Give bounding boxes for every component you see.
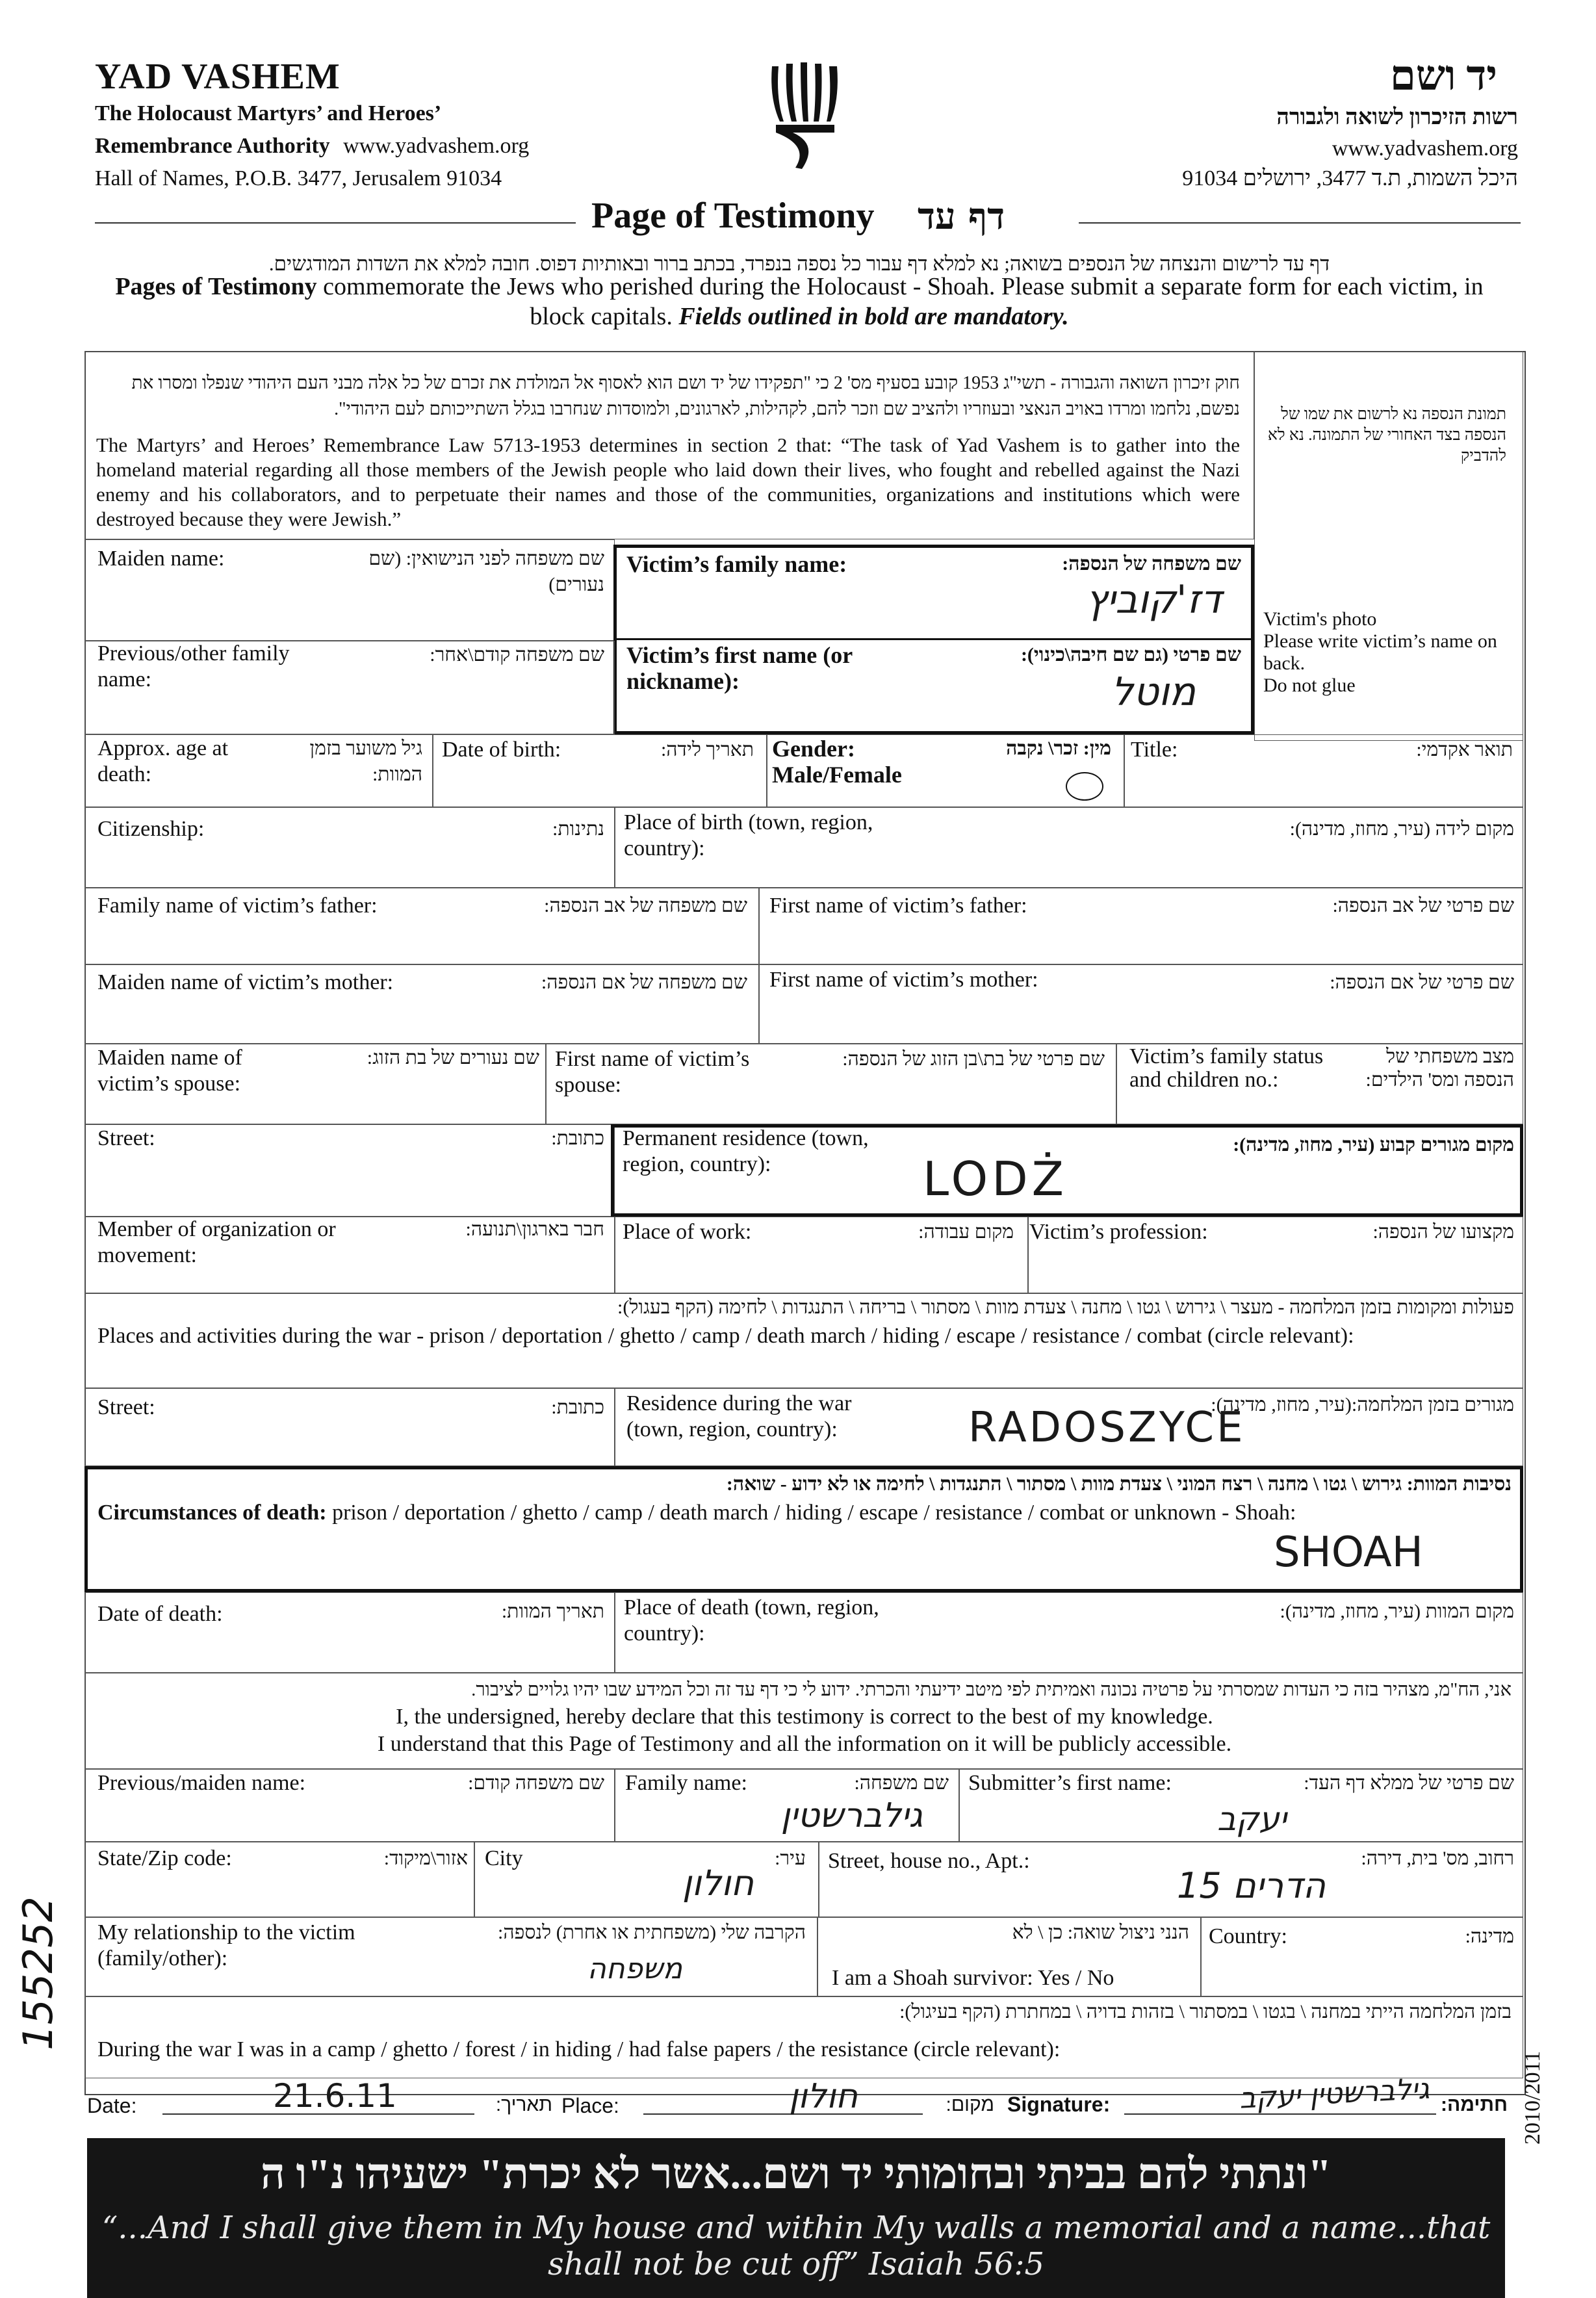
birthplace-label-he: מקום לידה (עיר, מחוז, מדינה): [1289, 818, 1514, 840]
date-value[interactable]: 21.6.11 [273, 2077, 397, 2115]
place-of-death-label-he: מקום המוות (עיר, מחוז, מדינה): [1280, 1601, 1514, 1622]
previous-name-label: Previous/other family name: [97, 641, 290, 691]
mother-first-name-label-he: שם פרטי של אם הנספה: [1330, 972, 1514, 993]
street-label: Street: [97, 1126, 155, 1150]
spouse-maiden-name-label: Maiden name of victim’s spouse: [97, 1046, 242, 1096]
submitter-prev-name-label-he: שם משפחה קודם: [468, 1772, 604, 1794]
gender-circle-mark [1066, 772, 1103, 801]
submitter-street-label-he: רחוב, מס' בית, דירה: [1361, 1848, 1514, 1869]
family-status-label: Victim’s family status and children no.: [1129, 1044, 1324, 1092]
spouse-maiden-name-label-he: שם נעורים של בת הזוג: [367, 1047, 539, 1068]
victim-family-name-label: Victim’s family name: [626, 551, 847, 577]
intro-text: commemorate the Jews who perished during the Holocaust - Shoah. Please submit a separate form for each victim, in block capitals. [316, 273, 1484, 330]
mother-first-name-label: First name of victim’s mother: [769, 968, 1038, 992]
signature-label: Signature: [1007, 2093, 1111, 2116]
quote-he: "ונתתי להם בביתי ובחומותי יד ושם...אשר לא יכרת" ישעיהו נ"ו ה [260, 2150, 1332, 2198]
victim-first-name-value[interactable]: מוטל [1111, 669, 1196, 715]
zip-label: State/Zip code: [97, 1846, 232, 1870]
war-residence-value[interactable]: RADOSZYCE [968, 1404, 1246, 1452]
citizenship-label: Citizenship: [97, 817, 205, 841]
submitter-first-name-label: Submitter’s first name: [968, 1771, 1172, 1795]
date-label-he: תאריך: [495, 2094, 552, 2115]
page-title: Page of Testimony [591, 196, 875, 236]
permanent-residence-label: Permanent residence (town, region, country): [623, 1126, 869, 1176]
submitter-family-name-label: Family name: [625, 1771, 747, 1795]
age-label-he: גיל משוער בזמן המוות: [309, 738, 422, 785]
org-authority-en: Remembrance Authority [95, 134, 330, 158]
submitter-family-name-label-he: שם משפחה: [854, 1772, 949, 1794]
father-first-name-label: First name of victim’s father: [769, 894, 1027, 918]
war-activities-label-he: פעולות ומקומות בזמן המלחמה - מעצר \ גירוש \ גטו \ מחנה \ צעדת מוות \ מסתור \ בריחה \ התנגדות \ לחימה (הקף בעגול): [617, 1297, 1514, 1318]
title-rule-right [1079, 222, 1521, 224]
organization-label-he: חבר בארגון\תנועה: [465, 1219, 604, 1240]
place-label: Place: [561, 2094, 619, 2117]
victim-name-divider [613, 638, 1254, 640]
country-label: Country: [1209, 1924, 1287, 1948]
org-web-en: www.yadvashem.org [343, 134, 530, 158]
death-circumstances-label [97, 1500, 1514, 1526]
death-circumstances-value[interactable]: SHOAH [1274, 1529, 1423, 1577]
org-line1-en: The Holocaust Martyrs’ and Heroes’ [95, 101, 442, 125]
relationship-label: My relationship to the victim (family/other): [97, 1920, 355, 1970]
date-of-death-label-he: תאריך המוות: [501, 1601, 604, 1622]
victim-family-name-value[interactable]: דז'קוביץ [1085, 577, 1222, 623]
mother-maiden-name-label: Maiden name of victim’s mother: [97, 970, 394, 994]
intro-en [97, 272, 1501, 331]
victim-family-name-label-he: שם משפחה של הנספה: [1062, 553, 1241, 574]
gender-label-he: מין: זכר\ נקבה [1006, 738, 1111, 759]
war-residence-label-he: מגורים בזמן המלחמה:(עיר, מחוז, מדינה): [1211, 1394, 1514, 1415]
place-of-death-label: Place of death (town, region, country): [624, 1595, 879, 1646]
dob-label: Date of birth: [442, 738, 561, 762]
submitter-war-label-he: בזמן המלחמה הייתי במחנה \ בגטו \ במסתור \ בזהות בדויה \ במחתרת (הקף בעיגול): [899, 2001, 1512, 2022]
city-label: City [485, 1846, 523, 1870]
title-rule-left [95, 222, 576, 224]
organization-label: Member of organization or movement: [97, 1217, 336, 1267]
city-value[interactable]: חולון [682, 1863, 754, 1904]
handwritten-number: 155252 [14, 1896, 62, 2050]
declaration-en-1: I, the undersigned, hereby declare that this testimony is correct to the best of my knowledge. [396, 1705, 1213, 1729]
form-year: 2010/2011 [1521, 2050, 1545, 2145]
declaration-en-2: I understand that this Page of Testimony and all the information on it will be publicly accessible. [377, 1732, 1232, 1756]
page-title-he: דף עד [918, 195, 1005, 238]
submitter-street-label: Street, house no., Apt.: [828, 1849, 1030, 1873]
war-street-label: Street: [97, 1395, 155, 1419]
title-label: Title: [1131, 738, 1178, 762]
street-label-he: כתובת: [551, 1128, 604, 1149]
place-of-work-label: Place of work: [623, 1220, 752, 1244]
death-circumstances-options: prison / deportation / ghetto / camp / death march / hiding / escape / resistance / combat or unknown - Shoah: [326, 1501, 1296, 1525]
photo-instructions-he: תמונת הנספה נא לרשום את שמו של הנספה בצד האחורי של התמונה. נא לא להדביק [1267, 406, 1506, 465]
citizenship-label-he: נתינות: [552, 818, 604, 840]
org-name-en: YAD VASHEM [95, 57, 341, 97]
age-label: Approx. age at death: [97, 736, 229, 786]
signature-label-he: חתימה: [1440, 2094, 1508, 2115]
birthplace-label: Place of birth (town, region, country): [624, 810, 873, 860]
org-line1-he: רשות הזיכרון לשואה ולגבורה [1276, 105, 1518, 129]
permanent-residence-label-he: מקום מגורים קבוע (עיר, מחוז, מדינה): [1233, 1134, 1514, 1155]
photo-noglue: Do not glue [1263, 675, 1356, 696]
war-activities-label: Places and activities during the war - prison / deportation / ghetto / camp / death march / hiding / escape / resistance / combat (circle relevant): [97, 1324, 1354, 1348]
intro-he: דף עד לרישום והנצחה של הנספים בשואה; נא למלא דף עבור כל נספה בנפרד, בכתב ברור ובאותיות דפוס. חובה למלא את השדות המודגשים. [268, 252, 1330, 275]
father-first-name-label-he: שם פרטי של אב הנספה: [1332, 895, 1514, 916]
maiden-name-label-he: שם משפחה לפני הנישואין: (שם נעורים) [368, 548, 604, 595]
war-street-label-he: כתובת: [551, 1397, 604, 1418]
submitter-prev-name-label: Previous/maiden name: [97, 1771, 306, 1795]
date-label: Date: [87, 2094, 137, 2117]
father-family-name-label: Family name of victim’s father: [97, 894, 378, 918]
place-label-he: מקום: [946, 2094, 994, 2115]
org-line2-en [95, 134, 529, 159]
photo-note: Please write victim’s name on back. [1263, 630, 1497, 674]
submitter-street-value[interactable]: הדרים 15 [1176, 1865, 1326, 1906]
relationship-value[interactable]: משפחה [587, 1952, 682, 1985]
title-label-he: תואר אקדמי: [1416, 739, 1513, 760]
survivor-label-he: הנני ניצול שואה: כן \ לא [1012, 1922, 1189, 1943]
signature-value[interactable]: גילברשטין יעקב [1238, 2072, 1431, 2115]
photo-label: Victim's photo [1263, 608, 1377, 630]
dob-label-he: תאריך לידה: [660, 739, 754, 760]
spouse-first-name-label-he: שם פרטי של בת\בן הזוג של הנספה: [842, 1048, 1105, 1070]
submitter-war-label: During the war I was in a camp / ghetto / forest / in hiding / had false papers / the resistance (circle relevant): [97, 2037, 1061, 2061]
submitter-first-name-label-he: שם פרטי של ממלא דף העד: [1304, 1772, 1514, 1794]
previous-name-label-he: שם משפחה קודם\אחר: [430, 644, 604, 665]
gender-label: Gender: Male/Female [772, 736, 902, 788]
relationship-label-he: הקרבה שלי (משפחתית או אחרת) לנספה: [498, 1922, 806, 1943]
country-label-he: מדינה: [1465, 1926, 1514, 1947]
spouse-first-name-label: First name of victim’s spouse: [555, 1047, 750, 1097]
photo-instructions-en [1263, 608, 1523, 697]
victim-first-name-label-he: שם פרטי (גם שם חיבה\כינוי): [1020, 644, 1241, 665]
date-of-death-label: Date of death: [97, 1602, 223, 1626]
place-of-work-label-he: מקום עבודה: [918, 1221, 1014, 1243]
victim-first-name-label: Victim’s first name (or nickname): [626, 642, 853, 694]
intro-mandatory: Fields outlined in bold are mandatory. [678, 303, 1069, 330]
father-family-name-label-he: שם משפחה של אב הנספה: [544, 895, 747, 916]
law-text-en: The Martyrs’ and Heroes’ Remembrance Law 5713-1953 determines in section 2 that: “The task of Yad Vashem is to gather into the homeland material regarding all those members of the Jewish people who laid down their lives, who fought and rebelled against the Nazi enemy and his collaborators, and to perpetuate their names and those of the communities, organizations and institutions which were destroyed because they were Jewish.” [96, 433, 1240, 530]
city-label-he: עיר: [775, 1848, 806, 1869]
profession-label: Victim’s profession: [1029, 1220, 1208, 1244]
survivor-label: I am a Shoah survivor: Yes / No [832, 1966, 1114, 1990]
zip-label-he: אזור\מיקוד: [383, 1848, 468, 1869]
quote-en: “...And I shall give them in My house and within My walls a memorial and a name...that shall not be cut off” Isaiah 56:5 [101, 2210, 1491, 2282]
maiden-name-label: Maiden name: [97, 547, 225, 571]
place-value[interactable]: חולון [788, 2077, 858, 2116]
org-address-he: היכל השמות, ת.ד 3477, ירושלים 91034 [1182, 166, 1518, 190]
yad-vashem-logo-icon [767, 60, 843, 170]
mother-maiden-name-label-he: שם משפחה של אם הנספה: [541, 972, 747, 993]
death-circumstances-label-he: נסיבות המוות: גירוש \ גטו \ מחנה \ רצח המוני \ צעדת מוות \ מסתור \ התנגדות \ לחימה או לא ידוע - שואה: [726, 1473, 1512, 1495]
submitter-family-name-value[interactable]: גילברשטין [780, 1796, 923, 1835]
org-web-he: www.yadvashem.org [1332, 136, 1518, 161]
org-address-en: Hall of Names, P.O.B. 3477, Jerusalem 91034 [95, 166, 502, 190]
death-circumstances-bold: Circumstances of death: [97, 1501, 327, 1525]
declaration-he: אני, הח"מ, מצהיר בזה כי העדות שמסרתי על פרטיה נכונה ואמיתית לפי מיטב ידיעתי והכרתי. ידוע לי כי דף עד זה וכל המידע שבו יהיו גלויים לציבור. [471, 1679, 1512, 1700]
org-name-he: יד ושם [1389, 53, 1497, 99]
intro-bold: Pages of Testimony [115, 273, 317, 300]
submitter-first-name-value[interactable]: יעקב [1217, 1800, 1287, 1838]
permanent-residence-value[interactable]: LODŻ [923, 1152, 1068, 1206]
law-text-he: חוק זיכרון השואה והגבורה - תשי"ג 1953 קובע בסעיף מס' 2 כי "תפקידו של יד ושם הוא לאסוף אל המולדת את זכרם של כל אלה מבני העם היהודי שנפלו ומסרו את נפשם, נלחמו ומרדו באויב הנאצי ובעוזריו ולהציב שם וזכר להם, לקהילות, לארגונים, ולמוסדות שנחרבו בגלל השתייכותם לעם היהודי". [131, 373, 1240, 419]
family-status-label-he: מצב משפחתי של הנספה ומס' הילדים: [1365, 1046, 1514, 1091]
war-residence-label: Residence during the war (town, region, country): [626, 1391, 852, 1441]
profession-label-he: מקצועו של הנספה: [1372, 1221, 1514, 1243]
